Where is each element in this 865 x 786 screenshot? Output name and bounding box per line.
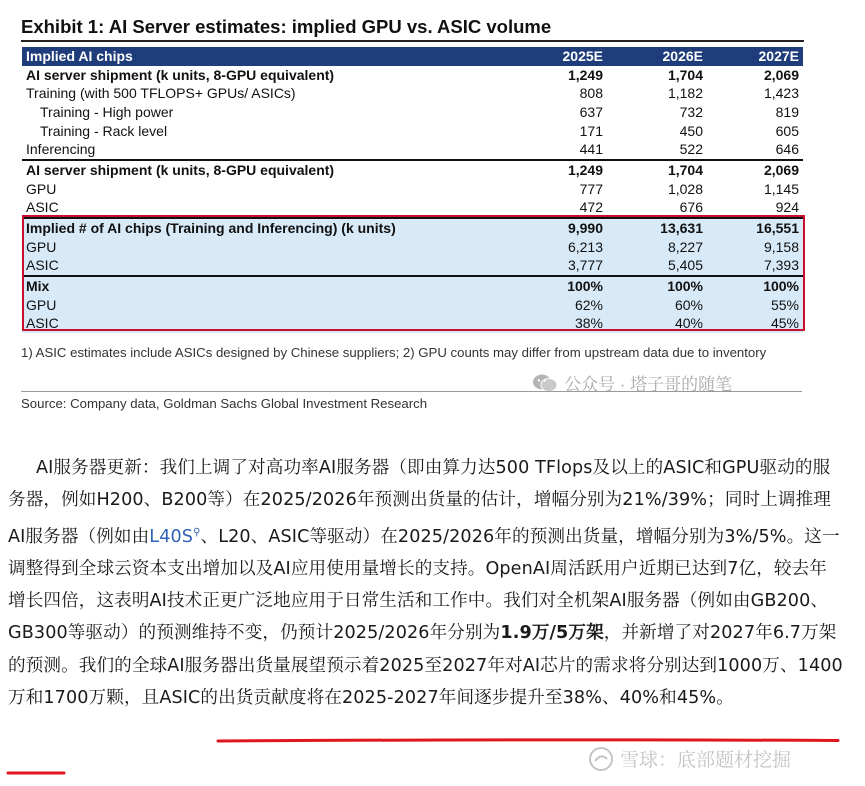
cell: 62% (507, 296, 607, 315)
red-underline (216, 738, 840, 744)
cell: 8,227 (607, 238, 707, 257)
row-label: AI server shipment (k units, 8-GPU equivalent) (26, 66, 335, 83)
article-text-1: AI服务器更新：我们上调了对高功率AI服务器（即由算力达500 TFlops及以上的ASIC和GPU驱动的服务器，例如H200、B200等）在2025/2026年预测出货量的估计，增幅分别为21%/39%；同时上调推理AI服务器（例如由 (8, 458, 831, 547)
cell: 819 (775, 103, 799, 120)
cell: 55% (707, 296, 803, 315)
cell: 16,551 (707, 218, 803, 238)
row-label: Implied # of AI chips (Training and Inferencing) (k units) (22, 218, 507, 238)
cell: 777 (579, 180, 603, 197)
article-bold-figure: 1.9万/5万架 (500, 623, 604, 644)
cell: 522 (679, 141, 703, 158)
cell: 60% (607, 296, 707, 315)
cell: 1,249 (567, 66, 603, 83)
table-row (22, 199, 803, 219)
red-underline (6, 770, 66, 776)
article-text-2: 、L20、ASIC等驱动）在2025/2026年的预测出货量，增幅分别为3%/5%。这一调整得到全球云资本支出增加以及AI应用使用量增长的支持。OpenAI周活跃用户近期已达到7亿，较去年增长四倍，这表明AI技术正更广泛地应用于日常生活和工作中。我们对全机架AI服务器（例如由GB200、GB300等驱动）的预测维持不变，仍预计2025/2026年分别为 (8, 526, 840, 644)
cell: 9,158 (707, 238, 803, 257)
cell: 171 (579, 122, 603, 139)
cell: 7,393 (707, 257, 803, 277)
cell: 637 (579, 103, 603, 120)
row-label: Mix (22, 276, 507, 296)
exhibit-title: Exhibit 1: AI Server estimates: implied GPU vs. ASIC volume (21, 16, 552, 37)
cell: 13,631 (607, 218, 707, 238)
cell: 38% (507, 315, 607, 334)
cell: 3,777 (507, 257, 607, 277)
row-label: Training - High power (40, 103, 174, 120)
cell: 646 (775, 141, 799, 158)
cell: 732 (679, 103, 703, 120)
cell: 924 (775, 199, 799, 216)
cell: 5,405 (607, 257, 707, 277)
row-label: GPU (26, 180, 57, 197)
cell: 2,069 (763, 66, 799, 83)
table-row (22, 257, 803, 277)
cell: 40% (607, 315, 707, 334)
row-label: Training - Rack level (40, 122, 168, 139)
row-label: ASIC (22, 257, 507, 277)
table-row (22, 218, 803, 238)
watermark-xueqiu (588, 745, 791, 772)
cell: 6,213 (507, 238, 607, 257)
table-row (22, 66, 803, 85)
header-2026e: 2026E (607, 47, 707, 66)
cell: 1,028 (667, 180, 703, 197)
cell: 9,990 (507, 218, 607, 238)
cell: 100% (607, 276, 707, 296)
table-row (22, 84, 803, 103)
table-row (22, 296, 803, 315)
article-paragraph (8, 452, 844, 714)
row-label: GPU (22, 238, 507, 257)
row-label: ASIC (26, 199, 59, 216)
footnote: 1) ASIC estimates include ASICs designed by Chinese suppliers; 2) GPU counts may differ from upstream data due to inventory (21, 345, 767, 360)
source-note: Source: Company data, Goldman Sachs Global Investment Research (21, 396, 428, 411)
cell: 1,704 (607, 160, 707, 180)
cell: 808 (579, 85, 603, 102)
estimates-table (22, 47, 803, 333)
wechat-icon (532, 373, 558, 393)
cell: 605 (775, 122, 799, 139)
title-divider (21, 40, 804, 42)
article-text-3: ，并新增了对2027年6.7万架的预测。我们的全球AI服务器出货量展望预示着2025至2027年对AI芯片的需求将分别达到1000万、1400万和1700万颗，且ASIC的出货贡献度将在2025-2027年间逐步提升至38%、40%和45%。 (8, 623, 843, 708)
row-label: GPU (22, 296, 507, 315)
header-2025e: 2025E (507, 47, 607, 66)
cell: 2,069 (707, 160, 803, 180)
table-row (22, 180, 803, 199)
cell: 1,249 (507, 160, 607, 180)
header-label: Implied AI chips (22, 47, 507, 66)
cell: 1,182 (667, 85, 703, 102)
cell: 441 (579, 141, 603, 158)
row-label: Training (with 500 TFLOPS+ GPUs/ ASICs) (26, 85, 296, 102)
table-row (22, 140, 803, 160)
table-row (22, 238, 803, 257)
cell: 676 (679, 199, 703, 216)
cell: 1,145 (763, 180, 799, 197)
cell: 100% (707, 276, 803, 296)
table-header-row (22, 47, 803, 66)
row-label: ASIC (22, 315, 507, 334)
cell: 45% (707, 315, 803, 334)
l40s-link[interactable]: L40S (149, 526, 194, 547)
snowball-icon (588, 746, 614, 772)
cell: 100% (507, 276, 607, 296)
header-2027e: 2027E (707, 47, 803, 66)
cell: 450 (679, 122, 703, 139)
row-label: AI server shipment (k units, 8-GPU equivalent) (22, 160, 507, 180)
table-row (22, 160, 803, 180)
source-divider (21, 391, 802, 392)
cell: 1,423 (763, 85, 799, 102)
watermark-text: 雪球：底部题材挖掘 (620, 749, 792, 771)
table-row (22, 103, 803, 122)
cell: 1,704 (667, 66, 703, 83)
watermark-text: 公众号 · 塔子哥的随笔 (564, 375, 733, 394)
search-icon[interactable]: ⚲ (193, 526, 201, 538)
table-row (22, 122, 803, 141)
table-row (22, 315, 803, 334)
cell: 472 (579, 199, 603, 216)
table-row (22, 276, 803, 296)
row-label: Inferencing (26, 141, 96, 158)
